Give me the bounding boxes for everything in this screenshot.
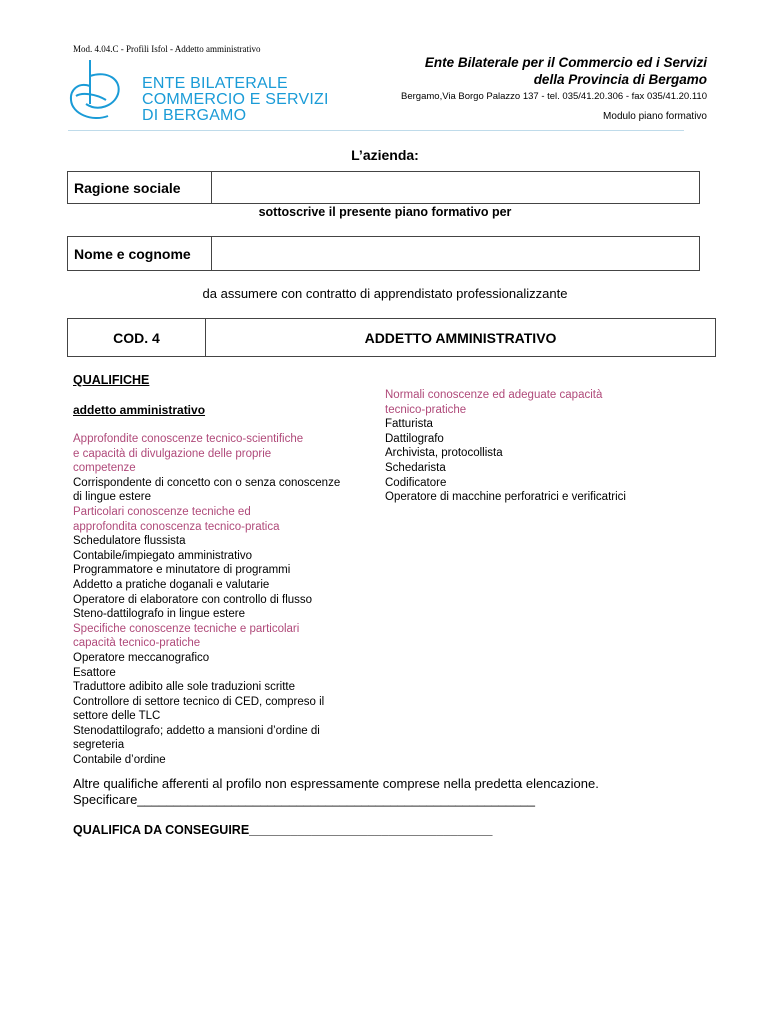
org-address: Bergamo,Via Borgo Palazzo 137 - tel. 035/41.20.306 - fax 035/41.20.110 xyxy=(401,91,707,102)
qualification-category: approfondita conoscenza tecnico-pratica xyxy=(73,520,280,533)
qualifiche-subheading: addetto amministrativo xyxy=(73,403,206,417)
qualification-item: Esattore xyxy=(73,666,116,679)
ragione-sociale-row xyxy=(67,171,700,204)
qualification-item: Fatturista xyxy=(385,418,433,431)
qualifiche-right-list xyxy=(385,388,626,505)
qualification-item: Stenodattilografo; addetto a mansioni d’ordine di xyxy=(73,724,320,737)
logo-line: COMMERCIO E SERVIZI xyxy=(142,91,329,108)
nome-cognome-row xyxy=(67,236,700,271)
qualification-category: competenze xyxy=(73,462,136,475)
qualification-item: Dattilografo xyxy=(385,432,444,445)
qualification-item: settore delle TLC xyxy=(73,710,161,723)
qualification-item: Addetto a pratiche doganali e valutarie xyxy=(73,578,270,591)
org-name: Ente Bilaterale per il Commercio ed i Servizi xyxy=(424,55,707,70)
qualification-category: Normali conoscenze ed adeguate capacità xyxy=(385,389,603,401)
specify-field[interactable]: Specificare_______________________________________________________ xyxy=(73,792,535,807)
org-province: della Provincia di Bergamo xyxy=(533,72,707,87)
qualification-item: Contabile/impiegato amministrativo xyxy=(73,549,252,562)
logo-line: DI BERGAMO xyxy=(142,107,247,124)
sottoscrive-text: sottoscrive il presente piano formativo per xyxy=(258,205,512,219)
qualifiche-heading: QUALIFICHE xyxy=(73,373,150,387)
profile-code-row xyxy=(67,318,716,357)
qualification-category: Specifiche conoscenze tecniche e particolari xyxy=(73,622,300,635)
ragione-sociale-label: Ragione sociale xyxy=(68,172,212,203)
header-divider xyxy=(68,130,684,131)
qualification-item: Operatore di macchine perforatrici e verificatrici xyxy=(385,491,626,504)
ragione-sociale-field[interactable] xyxy=(212,172,699,203)
logo-mark xyxy=(68,56,128,124)
qualification-item: Schedulatore flussista xyxy=(73,535,186,548)
profile-code: COD. 4 xyxy=(68,319,206,356)
form-name: Modulo piano formativo xyxy=(603,111,707,122)
qualification-category: capacità tecnico-pratiche xyxy=(73,637,201,650)
qualifica-da-conseguire-field[interactable]: QUALIFICA DA CONSEGUIRE___________________________________ xyxy=(73,823,493,837)
qualification-item: Operatore meccanografico xyxy=(73,651,210,664)
qualification-item: Corrispondente di concetto con o senza conoscenze xyxy=(73,476,341,489)
qualification-item: Codificatore xyxy=(385,476,447,489)
nome-cognome-label: Nome e cognome xyxy=(68,237,212,270)
organization-block xyxy=(401,54,707,123)
qualification-category: tecnico-pratiche xyxy=(385,403,467,416)
qualification-item: Contabile d’ordine xyxy=(73,754,166,767)
qualification-item: Archivista, protocollista xyxy=(385,447,503,460)
qualification-item: Operatore di elaboratore con controllo di flusso xyxy=(73,593,313,606)
qualification-item: Programmatore e minutatore di programmi xyxy=(73,564,291,577)
logo-text xyxy=(142,76,329,124)
azienda-heading: L’azienda: xyxy=(351,147,419,163)
qualification-item: Traduttore adibito alle sole traduzioni scritte xyxy=(73,681,296,694)
logo-line: ENTE BILATERALE xyxy=(142,75,288,92)
nome-cognome-field[interactable] xyxy=(212,237,699,270)
qualification-item: Schedarista xyxy=(385,461,446,474)
qualification-item: segreteria xyxy=(73,739,125,752)
contract-text: da assumere con contratto di apprendistato professionalizzante xyxy=(202,286,568,301)
qualification-category: e capacità di divulgazione delle proprie xyxy=(73,447,272,460)
qualifiche-left-list xyxy=(73,432,340,768)
qualification-item: di lingue estere xyxy=(73,491,151,504)
qualification-category: Particolari conoscenze tecniche ed xyxy=(73,505,251,518)
profile-title: ADDETTO AMMINISTRATIVO xyxy=(364,329,557,346)
qualification-category: Approfondite conoscenze tecnico-scientifiche xyxy=(73,433,304,445)
module-code: Mod. 4.04.C - Profili Isfol - Addetto amministrativo xyxy=(73,44,261,54)
other-qualifications xyxy=(73,776,599,808)
qualification-item: Steno-dattilografo in lingue estere xyxy=(73,608,245,621)
qualification-item: Controllore di settore tecnico di CED, compreso il xyxy=(73,695,325,708)
other-qualifications-text: Altre qualifiche afferenti al profilo non espressamente comprese nella predetta elencazione. xyxy=(73,776,599,791)
